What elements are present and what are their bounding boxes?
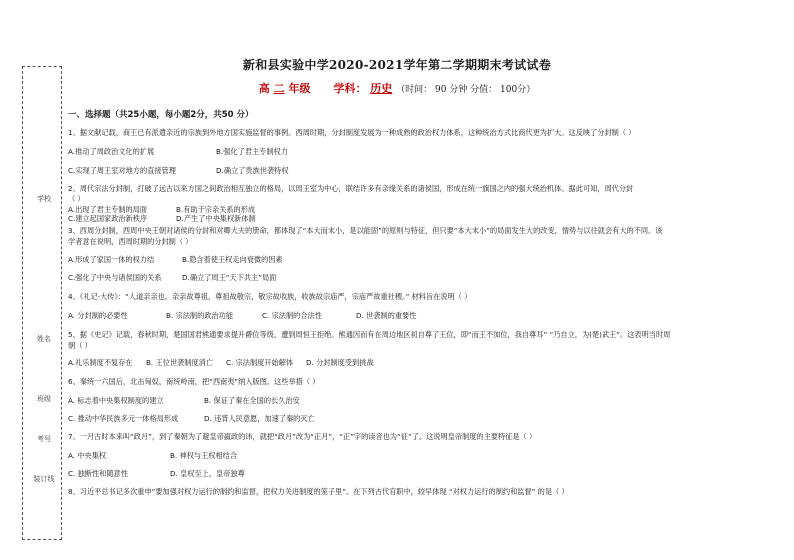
- binding-label-name: 姓名: [37, 335, 51, 343]
- q2-option-a[interactable]: A.出现了君主专制的局面: [68, 205, 147, 214]
- subject-value: 历史: [370, 82, 393, 95]
- subject-label: 学科：: [333, 82, 367, 95]
- q7-option-b[interactable]: B. 神权与王权相结合: [170, 451, 238, 460]
- q1-option-b[interactable]: B.强化了君主专制权力: [216, 147, 288, 156]
- q6-option-b[interactable]: B. 保证了秦在全国的长久治安: [204, 396, 300, 405]
- grade-part3: 年级: [288, 82, 311, 95]
- binding-label-id: 考号: [37, 435, 51, 443]
- grade-part1: 高: [258, 82, 270, 95]
- q6-option-d[interactable]: D. 违背人民意愿，加速了秦的灭亡: [204, 414, 315, 423]
- q1-option-a[interactable]: A.推动了周政治文化的扩展: [68, 147, 155, 156]
- q4-option-a[interactable]: A. 分封制的必要性: [68, 311, 128, 320]
- exam-title: 新和县实验中学2020-2021学年第二学期期末考试试卷: [242, 58, 552, 72]
- question-2-text-cont: （ ）: [68, 194, 85, 203]
- question-7-text: 7、一月古时本来叫“政月”，到了秦朝为了避皇帝嬴政的讳，就把“政月”改为“正月”，“正”字的读音也为“征”了。这说明皇帝制度的主要特征是（ ）: [68, 432, 537, 441]
- exam-meta: （时间： 90 分钟 分值： 100分）: [396, 85, 536, 95]
- binding-label-school: 学校: [37, 195, 51, 203]
- binding-margin: [22, 66, 62, 540]
- q5-option-a[interactable]: A.礼乐制度不复存在: [68, 358, 133, 367]
- q4-option-c[interactable]: C. 宗法制的合法性: [262, 311, 322, 320]
- q3-option-c[interactable]: C.强化了中央与诸侯国的关系: [68, 273, 162, 282]
- q6-option-c[interactable]: C. 推动中华民族多元一体格局形成: [68, 414, 179, 423]
- q1-option-c[interactable]: C.实现了周王室对地方的直接管理: [68, 166, 176, 175]
- section-heading: 一、选择题（共25小题，每小题2分，共50 分）: [68, 110, 254, 120]
- question-8-text: 8、习近平总书记多次重申“要加强对权力运行的制约和监督，把权力关进制度的笼子里”。在下列古代官职中，较早体现 “对权力运行的制约和监督” 的是（ ）: [68, 487, 569, 496]
- question-1-text: 1、据文献记载，商王已有派遣亲近的宗族到外地方国实施监督的事例。西周时期，分封制度发展为一种成熟的政治权力体系，这种统治方式比商代更为扩大。这反映了分封制（ ）: [68, 128, 636, 137]
- q6-option-a[interactable]: A. 标志着中央集权制度的建立: [68, 396, 164, 405]
- q5-option-b[interactable]: B. 王位世袭制度消亡: [146, 358, 214, 367]
- question-5-text-cont: 朝（ ）: [68, 341, 92, 350]
- q7-option-a[interactable]: A. 中央集权: [68, 451, 107, 460]
- q7-option-c[interactable]: C. 独断性和随意性: [68, 469, 128, 478]
- exam-subtitle: [0, 80, 794, 96]
- q2-option-c[interactable]: C.建立起国家政治新秩序: [68, 214, 148, 223]
- question-3-text: 3、西周分封制，西周中央王朝对诸侯的分封和对卿大夫的册命，都体现了“本大而末小，是以能固”的原则与特征，但只要“本大末小”的局面发生大的改变，情势与以往就会有大的不同。该: [68, 226, 663, 235]
- q4-option-b[interactable]: B. 宗法制的政治功能: [166, 311, 234, 320]
- q2-option-b[interactable]: B.有助于宗亲关系的形成: [176, 205, 256, 214]
- binding-label-line: 装订线: [33, 475, 55, 483]
- question-3-text-cont: 学者意在说明，西周时期的分封制（ ）: [68, 237, 193, 246]
- grade-part2: 二: [273, 82, 285, 95]
- question-2-text: 2、周代宗法分封制，打破了远古以来方国之间政治相互独立的格局，以周王室为中心，联结许多有亲缘关系的诸侯国，形成在统一旗国之内的强大统治机体。据此可知，周代分封: [68, 184, 634, 193]
- q3-option-b[interactable]: B.隐含着使王权走向衰微的因素: [182, 255, 283, 264]
- question-4-text: 4、《礼记·大传》：“人道亲亲也。亲亲故尊祖，尊祖故敬宗，敬宗故收族，收族故宗庙严，宗庙严故重社稷。” 材料旨在说明（ ）: [68, 292, 472, 301]
- q3-option-a[interactable]: A.形成了家国一体的权力结: [68, 255, 155, 264]
- q4-option-d[interactable]: D. 世袭制的重要性: [356, 311, 417, 320]
- q2-option-d[interactable]: D.产生了中央集权新体制: [176, 214, 256, 223]
- q1-option-d[interactable]: D.确立了贵族世袭特权: [216, 166, 289, 175]
- q7-option-d[interactable]: D. 皇权至上，皇帝独尊: [170, 469, 245, 478]
- q5-option-c[interactable]: C. 宗法制度开始解体: [226, 358, 294, 367]
- question-6-text: 6、秦统一六国后，北击匈奴，南统岭南，把“西南夷”纳入版图。这些举措（ ）: [68, 377, 320, 386]
- question-5-text: 5、据《史记》记载，春秋时期，楚国国君熊通要求提升爵位等级，遭到周恒王拒绝。熊通因而有在周边地区初自尊了王位，即“而王不加位，我自尊耳” “乃自立，为(楚)武王”。这表明当时周: [68, 330, 671, 339]
- q3-option-d[interactable]: D.确立了周王“天下共主”局面: [182, 273, 277, 282]
- q5-option-d[interactable]: D. 分封制度受到挑战: [306, 358, 374, 367]
- binding-label-class: 班级: [37, 395, 51, 403]
